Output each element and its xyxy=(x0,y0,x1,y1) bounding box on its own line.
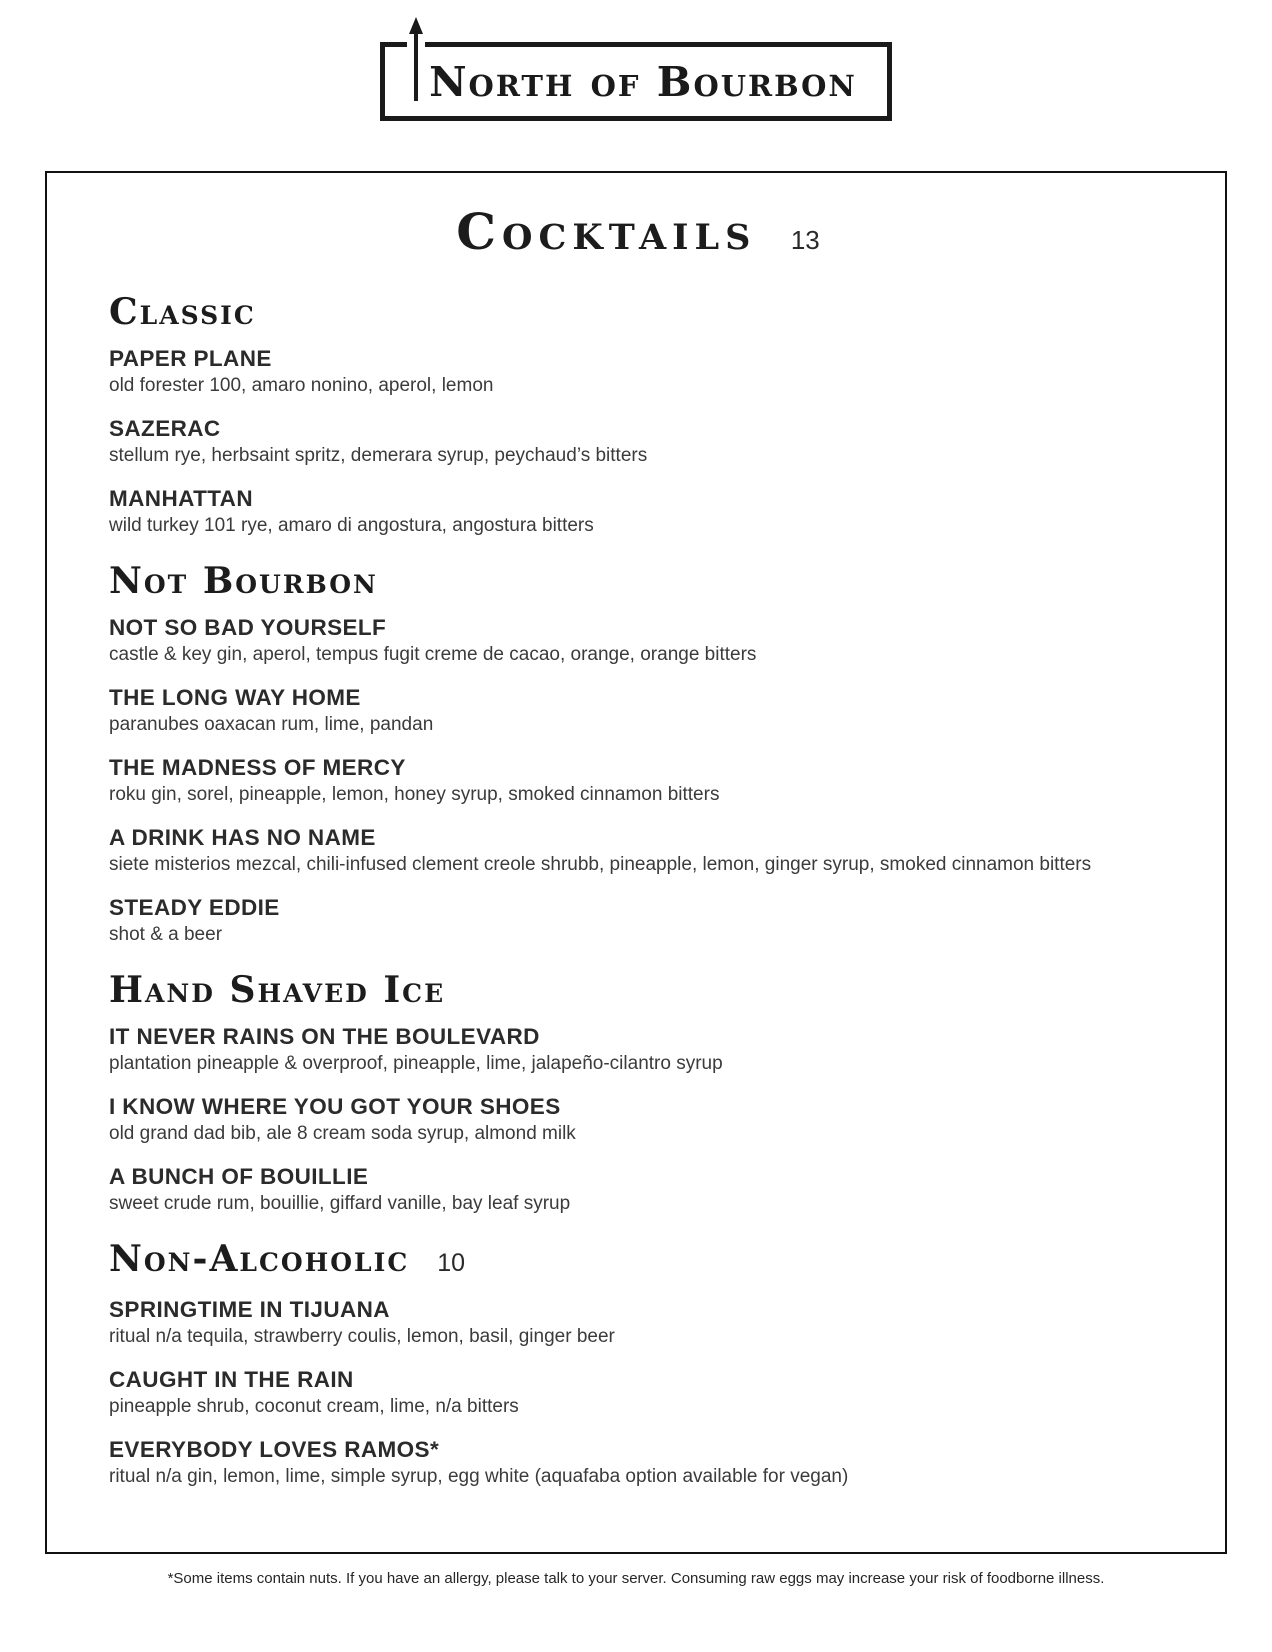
menu-price: 13 xyxy=(790,225,820,255)
item-description: plantation pineapple & overproof, pineapple, lime, jalapeño-cilantro syrup xyxy=(109,1053,723,1074)
item-description: siete misterios mezcal, chili-infused clement creole shrubb, pineapple, lemon, ginger syrup, smoked cinnamon bitters xyxy=(109,854,1092,875)
item-name: A BUNCH OF BOUILLIE xyxy=(109,1164,369,1189)
menu-item xyxy=(109,894,1167,947)
menu-item xyxy=(109,824,1167,877)
item-name: STEADY EDDIE xyxy=(109,895,280,920)
item-name: A DRINK HAS NO NAME xyxy=(109,825,376,850)
item-description: stellum rye, herbsaint spritz, demerara syrup, peychaud’s bitters xyxy=(109,445,648,466)
item-description: ritual n/a tequila, strawberry coulis, lemon, basil, ginger beer xyxy=(109,1326,615,1347)
item-description: wild turkey 101 rye, amaro di angostura, angostura bitters xyxy=(109,515,594,536)
menu-section xyxy=(109,1238,1167,1489)
menu-item xyxy=(109,1023,1167,1076)
item-description: castle & key gin, aperol, tempus fugit creme de cacao, orange, orange bitters xyxy=(109,644,757,665)
logo-header xyxy=(0,0,1272,121)
item-description: pineapple shrub, coconut cream, lime, n/a bitters xyxy=(109,1396,519,1417)
item-description: shot & a beer xyxy=(109,924,223,945)
section-name-text: Non-Alcoholic xyxy=(109,1238,410,1280)
menu-item xyxy=(109,485,1167,538)
menu-item xyxy=(109,614,1167,667)
menu-item xyxy=(109,754,1167,807)
item-name: MANHATTAN xyxy=(109,486,253,511)
item-name: SAZERAC xyxy=(109,416,221,441)
section-name-text: Classic xyxy=(109,291,256,333)
item-description: sweet crude rum, bouillie, giffard vanille, bay leaf syrup xyxy=(109,1193,571,1214)
menu-item xyxy=(109,1163,1167,1216)
menu-section xyxy=(109,969,1167,1216)
item-description: old grand dad bib, ale 8 cream soda syrup, almond milk xyxy=(109,1123,576,1144)
section-title xyxy=(109,1238,1167,1284)
section-name-text: Not Bourbon xyxy=(109,560,378,602)
item-name: PAPER PLANE xyxy=(109,346,272,371)
item-description: paranubes oaxacan rum, lime, pandan xyxy=(109,714,434,735)
logo-text: North of Bourbon xyxy=(429,58,857,106)
item-description: roku gin, sorel, pineapple, lemon, honey syrup, smoked cinnamon bitters xyxy=(109,784,720,805)
item-name: THE LONG WAY HOME xyxy=(109,685,361,710)
menu-title-row xyxy=(109,202,1167,261)
section-title xyxy=(109,560,1167,602)
menu-item xyxy=(109,415,1167,468)
menu-item xyxy=(109,1366,1167,1419)
menu-title: Cocktails xyxy=(456,202,757,261)
item-name: IT NEVER RAINS ON THE BOULEVARD xyxy=(109,1024,540,1049)
item-name: I KNOW WHERE YOU GOT YOUR SHOES xyxy=(109,1094,561,1119)
restaurant-logo xyxy=(380,42,892,121)
section-price: 10 xyxy=(437,1249,466,1277)
item-name: THE MADNESS OF MERCY xyxy=(109,755,406,780)
arrow-up-icon xyxy=(407,17,425,101)
item-name: NOT SO BAD YOURSELF xyxy=(109,615,387,640)
section-title xyxy=(109,291,1167,333)
menu-section xyxy=(109,560,1167,947)
item-name: EVERYBODY LOVES RAMOS* xyxy=(109,1437,440,1462)
footer-disclaimer: *Some items contain nuts. If you have an allergy, please talk to your server. Consuming raw eggs may increase your risk of foodborne illness. xyxy=(167,1570,1105,1587)
item-name: SPRINGTIME IN TIJUANA xyxy=(109,1297,390,1322)
menu-item xyxy=(109,1093,1167,1146)
item-description: old forester 100, amaro nonino, aperol, lemon xyxy=(109,375,494,396)
section-title xyxy=(109,969,1167,1011)
item-description: ritual n/a gin, lemon, lime, simple syrup, egg white (aquafaba option available for vegan) xyxy=(109,1466,849,1487)
menu-item xyxy=(109,684,1167,737)
menu-item xyxy=(109,1436,1167,1489)
menu-sections xyxy=(109,291,1167,1489)
menu-item xyxy=(109,345,1167,398)
menu-card xyxy=(45,171,1227,1554)
section-name-text: Hand Shaved Ice xyxy=(109,969,446,1011)
menu-item xyxy=(109,1296,1167,1349)
item-name: CAUGHT IN THE RAIN xyxy=(109,1367,354,1392)
menu-section xyxy=(109,291,1167,538)
